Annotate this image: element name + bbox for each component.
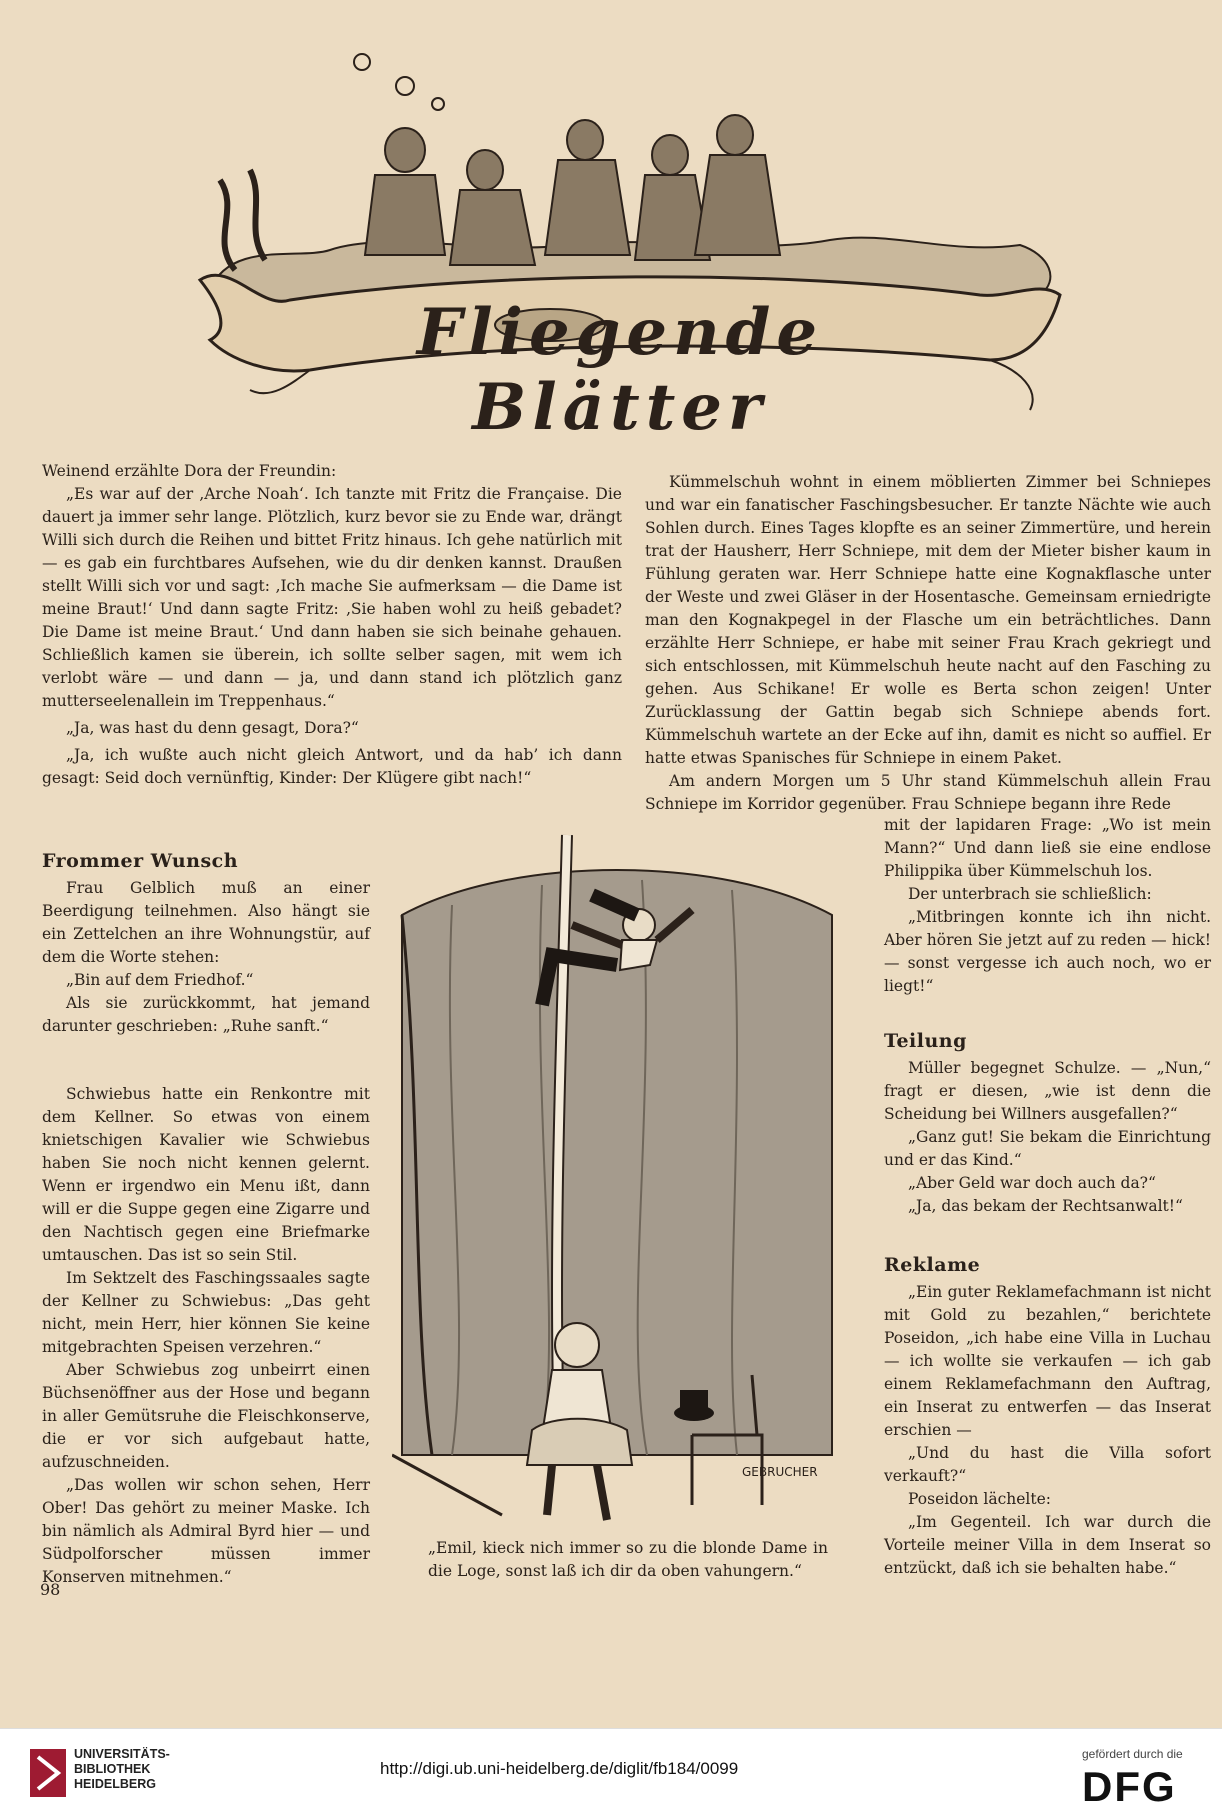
illustration-caption: „Emil, kieck nich immer so zu die blonde Dame in die Loge, sonst laß ich dir da oben vahungern.“	[428, 1539, 828, 1580]
kuemmelschuh-story	[645, 471, 1211, 816]
story-paragraph: Kümmelschuh wohnt in einem möblierten Zimmer bei Schniepes und war ein fanatischer Faschingsbesucher. Er tanzte Nächte wie auch Sohlen durch. Eines Tages klopfte es an seiner Zimmertüre, und herein trat der Hausherr, Herr Schniepe, mit dem der Mieter bisher kaum in Fühlung geraten war. Herr Schniepe hatte eine Kognakflasche unter der Weste und zwei Gläser in der Hosentasche. Gemeinsam erniedrigte man den Kognakpegel in der Flasche um ein beträchtliches. Dann erzählte Herr Schniepe, er habe mit seiner Frau Krach gekriegt und sich entschlossen, mit Kümmelschuh heute nacht auf den Fasching zu gehen. Aus Schikane! Er wolle es Berta schon zeigen! Unter Zurücklassung der Gattin begab sich Schniepe abends fort. Kümmelschuh wartete an der Ecke auf ihn, damit es nicht so auffiel. Er hatte etwas Spanisches für Schniepe in einem Paket.	[645, 473, 1211, 767]
teilung-section	[884, 1030, 1211, 1218]
funded-by-label: gefördert durch die	[1082, 1747, 1183, 1761]
story-paragraph: „Ja, ich wußte auch nicht gleich Antwort, und da hab’ ich dann gesagt: Seid doch vernünftig, Kinder: Der Klügere gibt nach!“	[42, 746, 622, 787]
story-paragraph: „Mitbringen konnte ich ihn nicht. Aber hören Sie jetzt auf zu reden — hick! — sonst vergesse ich auch noch, wo er liegt!“	[884, 908, 1211, 995]
section-paragraph: „Im Gegenteil. Ich war durch die Vorteile meiner Villa in dem Inserat so entzückt, daß ich sie behalten habe.“	[884, 1513, 1211, 1577]
library-line: UNIVERSITÄTS-	[74, 1747, 170, 1761]
section-paragraph: Frau Gelblich muß an einer Beerdigung teilnehmen. Also hängt sie ein Zettelchen an ihre Wohnungstür, auf dem die Worte stehen:	[42, 879, 370, 966]
circus-illustration	[392, 815, 852, 1555]
kuemmelschuh-story-continued	[884, 814, 1211, 998]
section-paragraph: Schwiebus hatte ein Renkontre mit dem Kellner. So etwas von einem knietschigen Kavalier wie Schwiebus haben Sie noch nicht kennen gelernt. Wenn er irgendwo ein Menu ißt, dann will er die Suppe gegen eine Zigarre und den Nachtisch gegen eine Briefmarke umtauschen. Das ist so sein Stil.	[42, 1085, 370, 1264]
schwiebus-section	[42, 1083, 370, 1589]
section-heading: Frommer Wunsch	[42, 850, 239, 872]
reklame-section	[884, 1254, 1211, 1580]
section-paragraph: „Aber Geld war doch auch da?“	[908, 1174, 1156, 1192]
section-heading: Reklame	[884, 1254, 981, 1276]
section-paragraph: „Ganz gut! Sie bekam die Einrichtung und er das Kind.“	[884, 1128, 1211, 1169]
frommer-wunsch-section	[42, 850, 370, 1038]
section-paragraph: Poseidon lächelte:	[908, 1490, 1051, 1508]
section-paragraph: „Ein guter Reklamefachmann ist nicht mit Gold zu bezahlen,“ berichtete Poseidon, „ich habe eine Villa in Luchau — ich wollte sie verkaufen — ich gab einem Reklamefachmann den Auftrag, ein Inserat zu entwerfen — das Inserat erschien —	[884, 1283, 1211, 1439]
page-number: 98	[40, 1580, 61, 1599]
left-column-story	[42, 460, 622, 790]
footer-bar	[0, 1728, 1222, 1815]
masthead-illustration	[190, 40, 1070, 445]
library-line: HEIDELBERG	[74, 1777, 156, 1791]
library-name	[74, 1747, 170, 1792]
section-paragraph: „Das wollen wir schon sehen, Herr Ober! Das gehört zu meiner Maske. Ich bin nämlich als Admiral Byrd hier — und Südpolforscher müssen immer Konserven mitnehmen.“	[42, 1476, 370, 1586]
story-paragraph: „Es war auf der ‚Arche Noah‘. Ich tanzte mit Fritz die Française. Die dauert ja immer sehr lange. Plötzlich, kurz bevor sie zu Ende war, drängt Willi sich durch die Reihen und bittet Fritz hinaus. Ich gehe natürlich mit — es gab ein furchtbares Aufsehen, wie du dir denken kannst. Draußen stellt Willi sich vor und sagt: ‚Ich mache Sie aufmerksam — die Dame ist meine Braut!‘ Und dann sagte Fritz: ‚Sie haben wohl zu heiß gebadet? Die Dame ist meine Braut.‘ Und dann haben sie sich beinahe gehauen. Schließlich kamen sie überein, ich sollte selber sagen, mit wem ich verlobt wäre — und dann — ja, und dann stand ich plötzlich ganz mutterseelenallein im Treppenhaus.“	[42, 485, 622, 710]
source-url-link[interactable]: http://digi.ub.uni-heidelberg.de/diglit/fb184/0099	[380, 1759, 739, 1778]
story-paragraph: „Ja, was hast du denn gesagt, Dora?“	[66, 719, 359, 737]
story-paragraph: Der unterbrach sie schließlich:	[908, 885, 1152, 903]
section-heading: Teilung	[884, 1030, 967, 1052]
section-paragraph: Als sie zurückkommt, hat jemand darunter geschrieben: „Ruhe sanft.“	[42, 994, 370, 1035]
section-paragraph: Aber Schwiebus zog unbeirrt einen Büchsenöffner aus der Hose und begann in aller Gemütsruhe die Fleischkonserve, die er vor sich aufgebaut hatte, aufzuschneiden.	[42, 1361, 370, 1471]
library-line: BIBLIOTHEK	[74, 1762, 151, 1776]
circus-drawing	[392, 815, 852, 1555]
illustration-signature: GEBRUCHER	[742, 1465, 818, 1479]
story-paragraph: Weinend erzählte Dora der Freundin:	[42, 462, 337, 480]
masthead-title: Fliegende Blätter	[416, 295, 824, 445]
university-logo-icon	[28, 1747, 68, 1799]
section-paragraph: „Und du hast die Villa sofort verkauft?“	[884, 1444, 1211, 1485]
section-paragraph: „Bin auf dem Friedhof.“	[66, 971, 254, 989]
section-paragraph: Müller begegnet Schulze. — „Nun,“ fragt er diesen, „wie ist denn die Scheidung bei Willners ausgefallen?“	[884, 1059, 1211, 1123]
story-paragraph: mit der lapidaren Frage: „Wo ist mein Mann?“ Und dann ließ sie eine endlose Philippika über Kümmelschuh los.	[884, 816, 1211, 880]
section-paragraph: „Ja, das bekam der Rechtsanwalt!“	[908, 1197, 1183, 1215]
section-paragraph: Im Sektzelt des Faschingssaales sagte der Kellner zu Schwiebus: „Das geht nicht, mein Herr, hier können Sie keine mitgebrachten Speisen verzehren.“	[42, 1269, 370, 1356]
story-paragraph: Am andern Morgen um 5 Uhr stand Kümmelschuh allein Frau Schniepe im Korridor gegenüber. Frau Schniepe begann ihre Rede	[645, 772, 1211, 813]
dfg-logo: DFG	[1082, 1763, 1177, 1810]
